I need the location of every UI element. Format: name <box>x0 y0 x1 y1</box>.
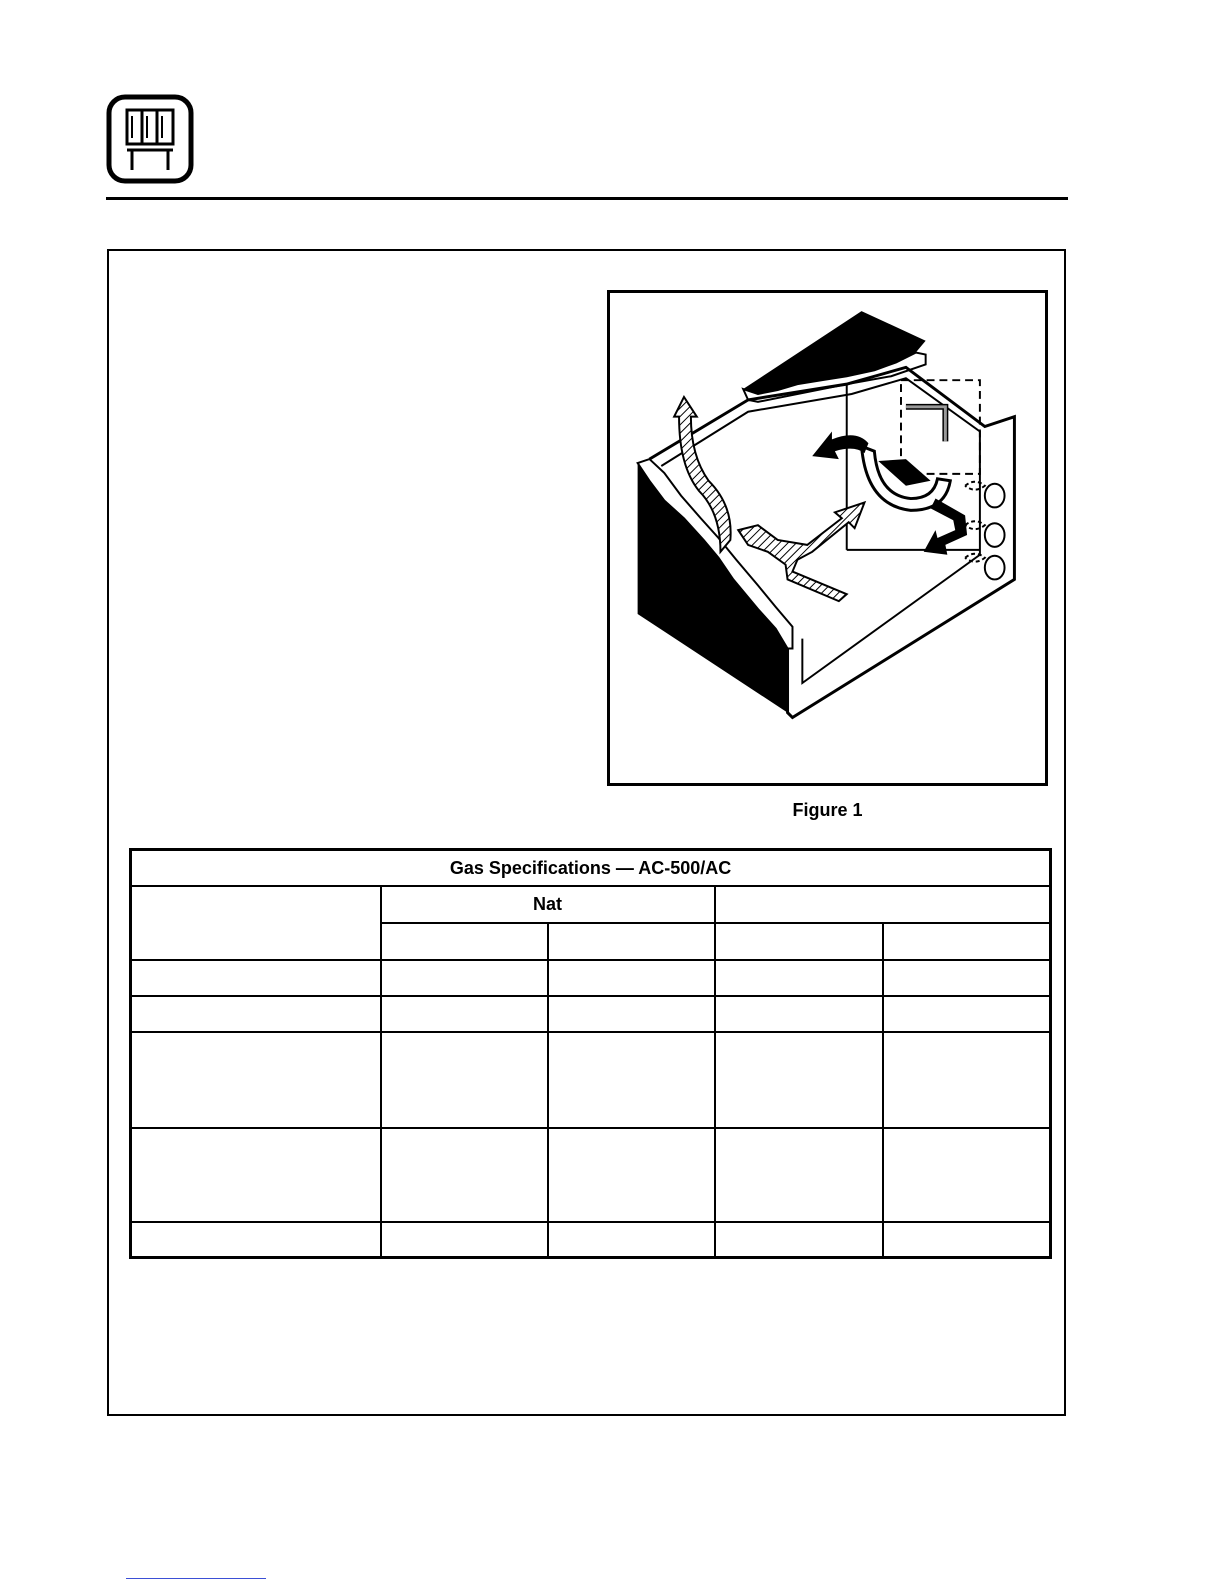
table-cell <box>883 1128 1051 1222</box>
sub-header <box>381 923 548 960</box>
figure-1 <box>607 290 1048 786</box>
table-row <box>131 960 1051 996</box>
header-rule <box>106 197 1068 200</box>
table-cell <box>715 960 883 996</box>
table-cell <box>883 1222 1051 1258</box>
table-cell <box>381 1222 548 1258</box>
oven-logo-icon <box>106 94 194 184</box>
table-title: Gas Specifications — AC-500/AC <box>131 850 1051 887</box>
table-cell <box>715 1128 883 1222</box>
table-cell <box>883 996 1051 1032</box>
group-header-nat: Nat <box>381 886 715 923</box>
table-row <box>131 996 1051 1032</box>
figure-caption: Figure 1 <box>792 800 863 820</box>
black-airflow-arrow <box>812 431 868 459</box>
sub-header <box>715 923 883 960</box>
table-row <box>131 1222 1051 1258</box>
table-cell <box>131 996 381 1032</box>
table-corner-cell <box>131 886 381 960</box>
table-cell <box>883 960 1051 996</box>
table-cell <box>548 1128 715 1222</box>
table-cell <box>548 996 715 1032</box>
gas-specifications-table <box>129 848 1052 1259</box>
table-row <box>131 1032 1051 1128</box>
table-cell <box>548 1222 715 1258</box>
table-cell <box>381 996 548 1032</box>
table-cell <box>381 1032 548 1128</box>
sub-header <box>548 923 715 960</box>
footer-link-underline[interactable] <box>126 1578 266 1579</box>
table-cell <box>131 960 381 996</box>
table-cell <box>715 1222 883 1258</box>
group-header-second <box>715 886 1051 923</box>
table-cell <box>715 996 883 1032</box>
table-cell <box>131 1222 381 1258</box>
table-cell <box>883 1032 1051 1128</box>
table-cell <box>715 1032 883 1128</box>
table-cell <box>381 1128 548 1222</box>
table-cell <box>548 960 715 996</box>
table-cell <box>548 1032 715 1128</box>
table-cell <box>381 960 548 996</box>
sub-header <box>883 923 1051 960</box>
table-cell <box>131 1032 381 1128</box>
table-cell <box>131 1128 381 1222</box>
oven-airflow-illustration <box>610 293 1045 783</box>
table-row <box>131 1128 1051 1222</box>
